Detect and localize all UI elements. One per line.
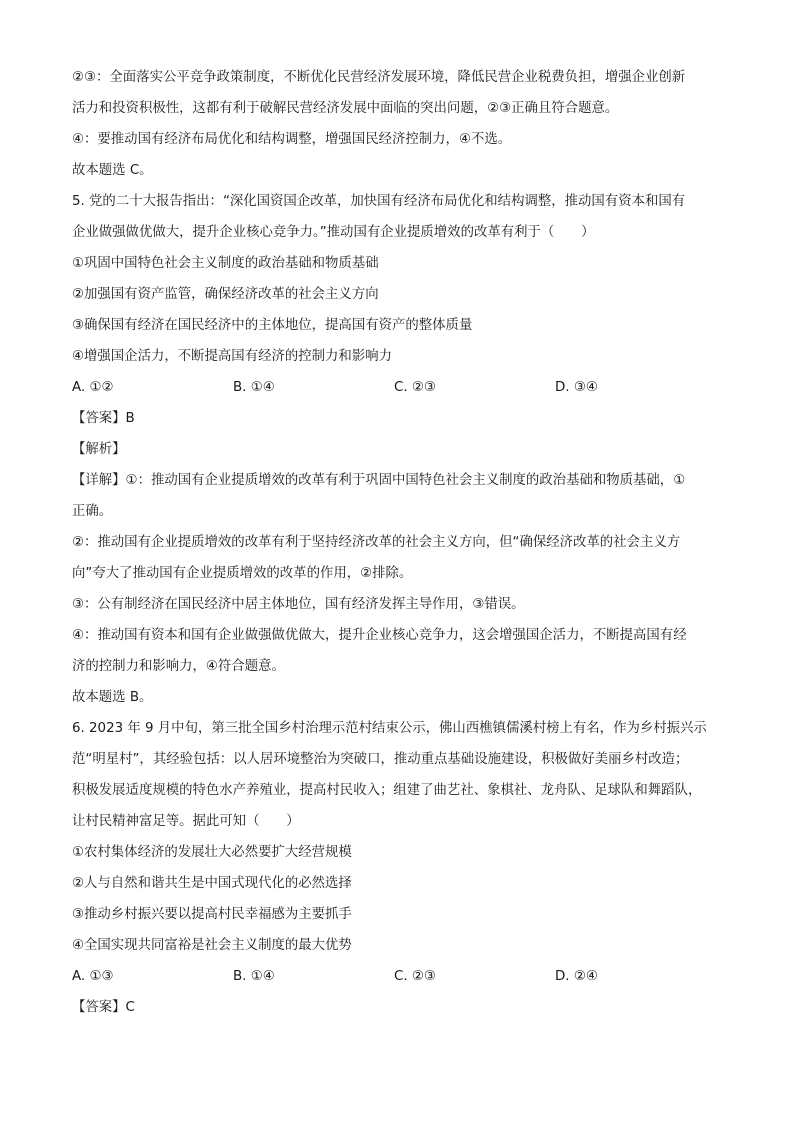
question-5 xyxy=(72,186,724,713)
detail-line: ②：推动国有企业提质增效的改革有利于坚持经济改革的社会主义方向，但“确保经济改革的社会主义方 xyxy=(72,535,681,550)
question-stem: 企业做强做优做大，提升企业核心竞争力。”推动国有企业提质增效的改革有利于（ ） xyxy=(72,225,595,240)
detail-line: 向”夸大了推动国有企业提质增效的改革的作用，②排除。 xyxy=(72,566,413,581)
question-6 xyxy=(72,713,724,1023)
detail-line: 济的控制力和影响力，④符合题意。 xyxy=(72,659,285,674)
statement-item: ②加强国有资产监管，确保经济改革的社会主义方向 xyxy=(72,287,379,302)
question-stem: 积极发展适度规模的特色水产养殖业，提高村民收入；组建了曲艺社、象棋社、龙舟队、足球队和舞蹈队， xyxy=(72,783,702,798)
detail-line: ③：公有制经济在国民经济中居主体地位，国有经济发挥主导作用，③错误。 xyxy=(72,597,525,612)
text-line: 活力和投资积极性，这都有利于破解民营经济发展中面临的突出问题，②③正确且符合题意。 xyxy=(72,101,619,116)
statement-item: ②人与自然和谐共生是中国式现代化的必然选择 xyxy=(72,876,352,891)
conclusion-line: 故本题选 C。 xyxy=(72,163,153,178)
answer-options xyxy=(72,961,724,992)
answer-label: 【答案】C xyxy=(72,1000,135,1015)
option-b: B. ①④ xyxy=(233,969,275,984)
statement-item: ④增强国企活力，不断提高国有经济的控制力和影响力 xyxy=(72,349,392,364)
detail-line: 【详解】①：推动国有企业提质增效的改革有利于巩固中国特色社会主义制度的政治基础和物质基础，① xyxy=(72,473,686,488)
option-c: C. ②③ xyxy=(394,380,436,395)
detail-line: ④：推动国有资本和国有企业做强做优做大，提升企业核心竞争力，这会增强国企活力，不断提高国有经 xyxy=(72,628,687,643)
document-page xyxy=(72,62,724,1023)
text-line: ④：要推动国有经济布局优化和结构调整，增强国民经济控制力，④不选。 xyxy=(72,132,512,147)
question-stem: 让村民精神富足等。据此可知（ ） xyxy=(72,814,300,829)
answer-options xyxy=(72,372,724,403)
statement-item: ①巩固中国特色社会主义制度的政治基础和物质基础 xyxy=(72,256,379,271)
question-stem: 范“明星村”，其经验包括：以人居环境整治为突破口，推动重点基础设施建设，积极做好美丽乡村改造； xyxy=(72,752,689,767)
question-stem: 6. 2023 年 9 月中旬，第三批全国乡村治理示范村结束公示，佛山西樵镇儒溪村榜上有名，作为乡村振兴示 xyxy=(72,721,707,736)
answer-label: 【答案】B xyxy=(72,411,135,426)
question-stem: 5. 党的二十大报告指出：“深化国资国企改革，加快国有经济布局优化和结构调整，推动国有资本和国有 xyxy=(72,194,686,209)
option-b: B. ①④ xyxy=(233,380,275,395)
option-c: C. ②③ xyxy=(394,969,436,984)
text-line: ②③：全面落实公平竞争政策制度，不断优化民营经济发展环境，降低民营企业税费负担，增强企业创新 xyxy=(72,70,686,85)
statement-item: ③确保国有经济在国民经济中的主体地位，提高国有资产的整体质量 xyxy=(72,318,473,333)
option-a: A. ①② xyxy=(72,380,114,395)
option-d: D. ③④ xyxy=(555,380,598,395)
option-d: D. ②④ xyxy=(555,969,598,984)
statement-item: ④全国实现共同富裕是社会主义制度的最大优势 xyxy=(72,938,352,953)
conclusion-line: 故本题选 B。 xyxy=(72,690,153,705)
detail-line: 正确。 xyxy=(72,504,113,519)
statement-item: ③推动乡村振兴要以提高村民幸福感为主要抓手 xyxy=(72,907,352,922)
analysis-label: 【解析】 xyxy=(72,442,126,457)
option-a: A. ①③ xyxy=(72,969,114,984)
q4-analysis-tail xyxy=(72,62,724,186)
statement-item: ①农村集体经济的发展壮大必然要扩大经营规模 xyxy=(72,845,352,860)
